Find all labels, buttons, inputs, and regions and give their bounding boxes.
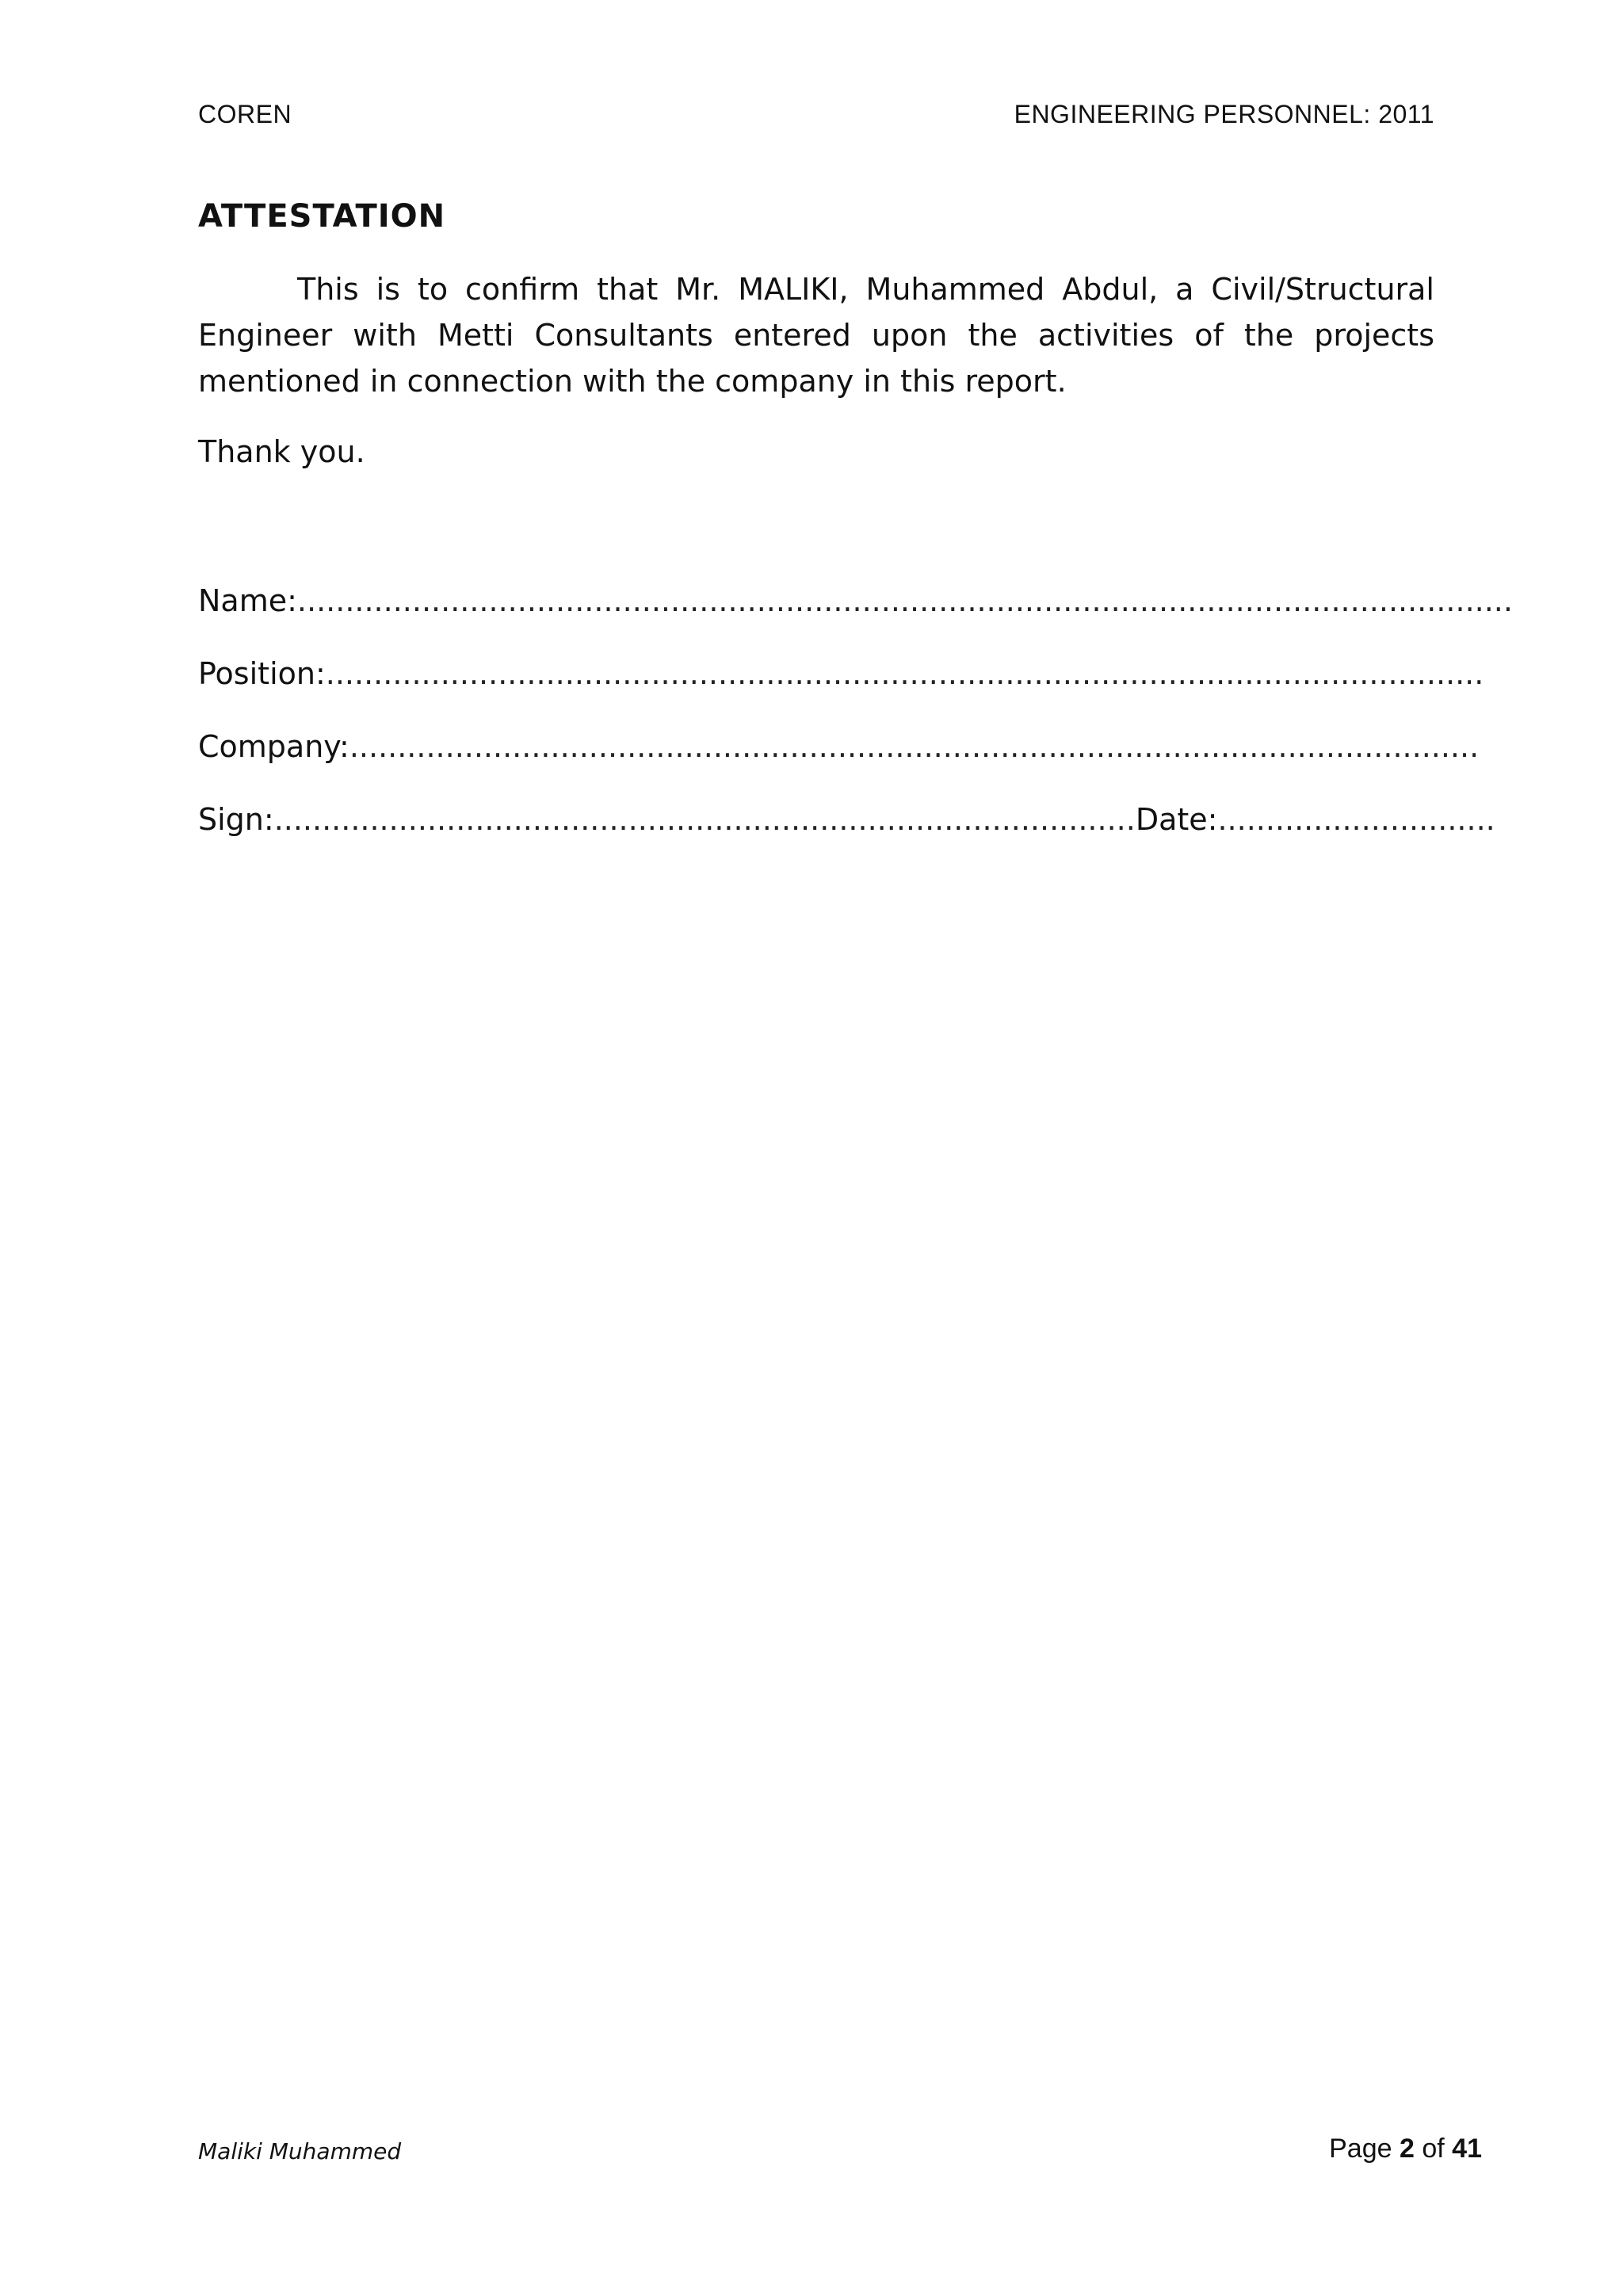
name-label: Name: — [198, 583, 297, 618]
sign-dotted-line: .......................................................................................... — [273, 802, 1136, 837]
date-label: Date: — [1135, 802, 1218, 837]
footer-author: Maliki Muhammed — [198, 2138, 402, 2164]
position-dotted-line: ......................................................................................................................... — [325, 656, 1484, 691]
section-heading: ATTESTATION — [198, 198, 446, 235]
page-prefix: Page — [1329, 2134, 1392, 2164]
company-dotted-line: ...................................................................................................................... — [349, 729, 1480, 764]
closing-text: Thank you. — [198, 434, 365, 469]
page-header — [198, 100, 1434, 139]
page-current: 2 — [1399, 2134, 1415, 2164]
company-field — [198, 729, 1480, 764]
company-label: Company: — [198, 729, 349, 764]
sign-date-field — [198, 802, 1495, 837]
page-footer — [198, 2134, 1482, 2173]
header-left-text: COREN — [198, 100, 292, 128]
page-number — [1329, 2134, 1482, 2164]
position-label: Position: — [198, 656, 326, 691]
attestation-paragraph: This is to confirm that Mr. MALIKI, Muhammed Abdul, a Civil/Structural Engineer with Metti Consultants entered upon the activities of the projects mentioned in connection with the company in this report. — [198, 272, 1434, 399]
position-field — [198, 656, 1484, 691]
name-field — [198, 583, 1513, 618]
page-of: of — [1422, 2134, 1445, 2164]
sign-label: Sign: — [198, 802, 274, 837]
header-right-text: ENGINEERING PERSONNEL: 2011 — [1014, 100, 1434, 128]
page-total: 41 — [1452, 2134, 1482, 2164]
date-dotted-line: ............................. — [1217, 802, 1495, 837]
name-dotted-line: ............................................................................................................................... — [296, 583, 1513, 618]
